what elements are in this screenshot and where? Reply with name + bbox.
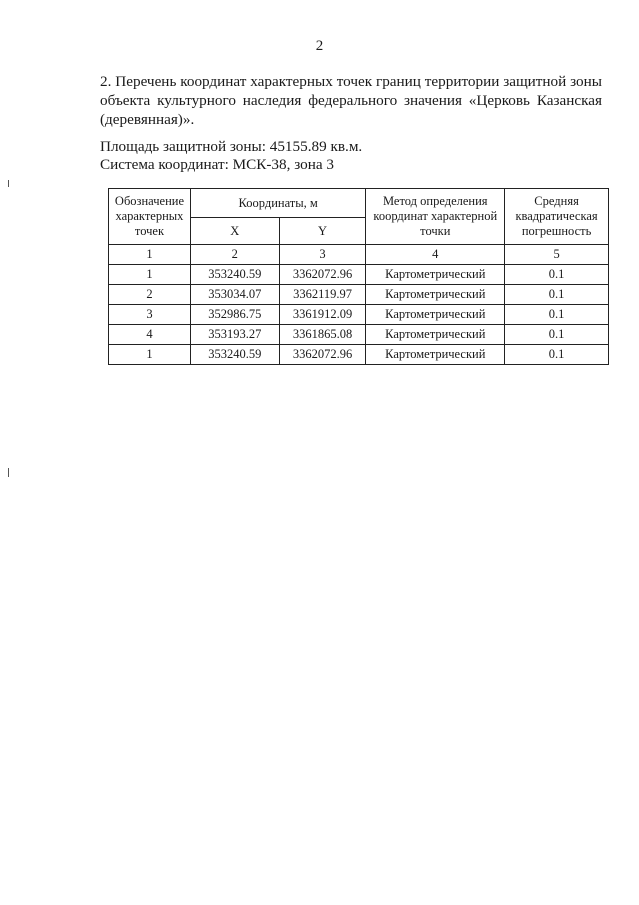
cell-x: 353034.07 — [190, 285, 279, 305]
column-number: 4 — [366, 245, 505, 265]
header-x: X — [190, 218, 279, 245]
table-row — [109, 345, 609, 365]
scan-margin-mark — [8, 180, 9, 187]
cell-method: Картометрический — [366, 345, 505, 365]
table-row — [109, 325, 609, 345]
cell-x: 352986.75 — [190, 305, 279, 325]
cell-y: 3362072.96 — [279, 265, 366, 285]
page-number: 2 — [315, 38, 324, 54]
cell-x: 353240.59 — [190, 345, 279, 365]
cell-point: 1 — [109, 265, 191, 285]
column-number: 5 — [505, 245, 609, 265]
column-number-row — [109, 245, 609, 265]
cell-point: 2 — [109, 285, 191, 305]
column-number: 3 — [279, 245, 366, 265]
cell-error: 0.1 — [505, 285, 609, 305]
coordinate-system: Система координат: МСК-38, зона 3 — [100, 156, 334, 173]
cell-method: Картометрический — [366, 265, 505, 285]
cell-method: Картометрический — [366, 325, 505, 345]
header-coordinates: Координаты, м — [190, 189, 366, 218]
table-header-row — [109, 189, 609, 218]
cell-point: 3 — [109, 305, 191, 325]
coordinates-table — [108, 188, 609, 365]
cell-point: 1 — [109, 345, 191, 365]
header-y: Y — [279, 218, 366, 245]
table-row — [109, 265, 609, 285]
cell-error: 0.1 — [505, 265, 609, 285]
column-number: 1 — [109, 245, 191, 265]
cell-method: Картометрический — [366, 305, 505, 325]
cell-x: 353240.59 — [190, 265, 279, 285]
scan-margin-mark — [8, 468, 9, 477]
table-row — [109, 305, 609, 325]
header-point-designation: Обозначение характерных точек — [109, 189, 191, 245]
table-row — [109, 285, 609, 305]
cell-error: 0.1 — [505, 345, 609, 365]
cell-y: 3362072.96 — [279, 345, 366, 365]
header-method: Метод определения координат характерной точки — [366, 189, 505, 245]
cell-point: 4 — [109, 325, 191, 345]
protection-zone-area: Площадь защитной зоны: 45155.89 кв.м. — [100, 138, 363, 155]
cell-x: 353193.27 — [190, 325, 279, 345]
section-heading: 2. Перечень координат характерных точек границ территории защитной зоны объекта культурного наследия федерального значения «Церковь Казанская (деревянная)». — [100, 73, 602, 128]
cell-y: 3361865.08 — [279, 325, 366, 345]
cell-y: 3362119.97 — [279, 285, 366, 305]
column-number: 2 — [190, 245, 279, 265]
cell-y: 3361912.09 — [279, 305, 366, 325]
header-error: Средняя квадратическая погрешность — [505, 189, 609, 245]
cell-error: 0.1 — [505, 305, 609, 325]
cell-error: 0.1 — [505, 325, 609, 345]
cell-method: Картометрический — [366, 285, 505, 305]
